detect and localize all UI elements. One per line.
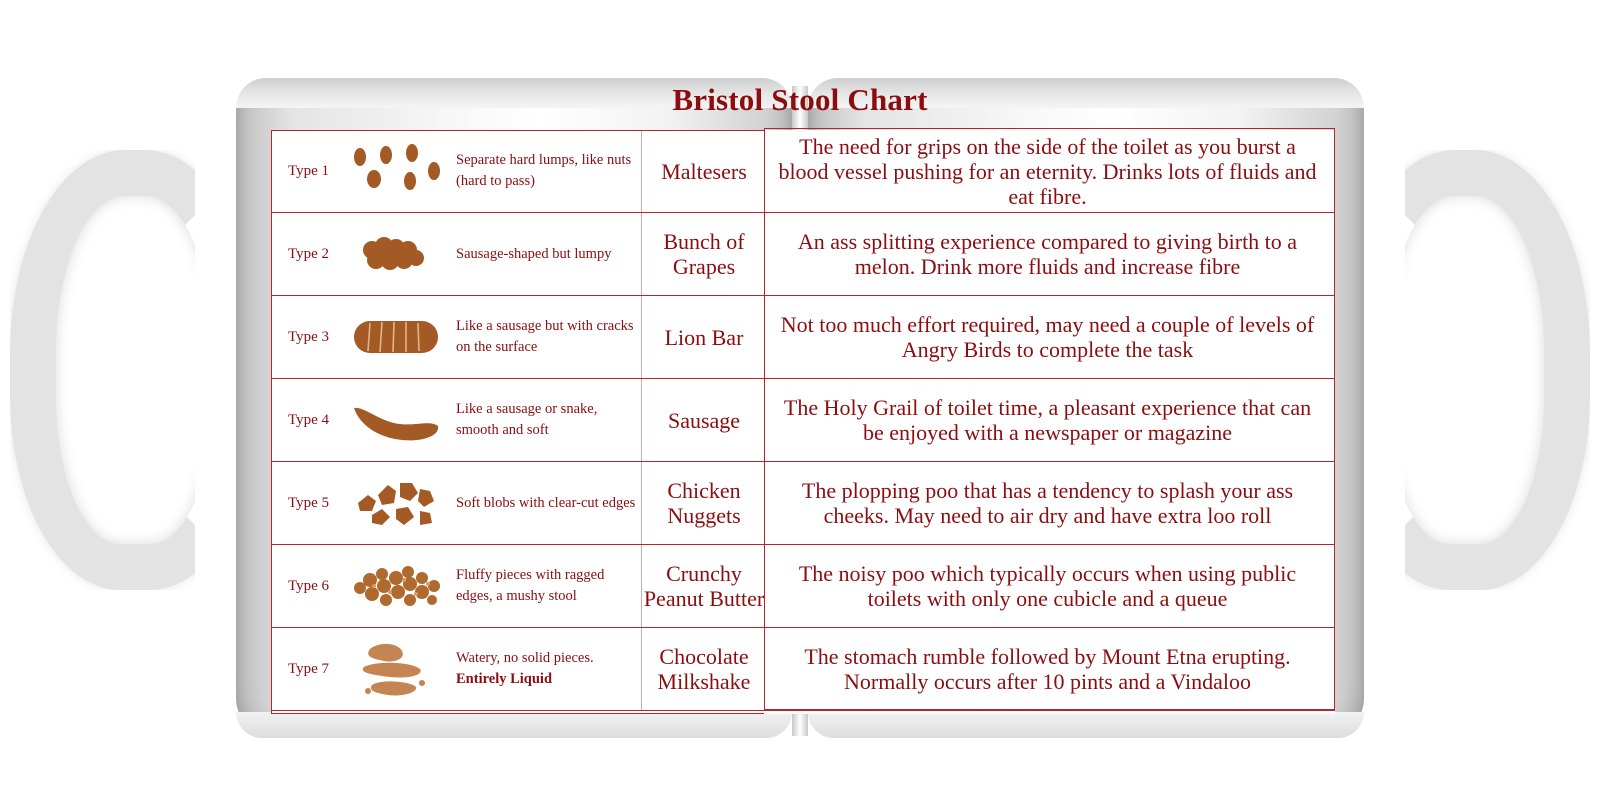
table-row bbox=[271, 545, 1335, 628]
soft-blobs-icon bbox=[346, 462, 446, 544]
type-nickname: Bunch of Grapes bbox=[641, 213, 766, 295]
table-row bbox=[271, 130, 1335, 213]
table-row bbox=[271, 296, 1335, 379]
type-description: Separate hard lumps, like nuts (hard to pass) bbox=[456, 152, 632, 189]
cracked-sausage-icon bbox=[346, 296, 446, 378]
type-nickname: Chicken Nuggets bbox=[641, 462, 766, 544]
desc-text: Watery, no solid pieces. bbox=[456, 650, 594, 666]
type-label: Type 5 bbox=[288, 494, 330, 511]
mug-base bbox=[808, 712, 1364, 738]
type-label: Type 1 bbox=[288, 162, 330, 179]
stool-chart-table bbox=[271, 130, 1335, 714]
type-description: Fluffy pieces with ragged edges, a mushy stool bbox=[456, 567, 605, 604]
type-description bbox=[456, 628, 641, 710]
type-note: The need for grips on the side of the toilet as you burst a blood vessel pushing for an eternity. Drinks lots of fluids and eat fibre. bbox=[764, 130, 1330, 212]
type-description: Sausage-shaped but lumpy bbox=[456, 245, 612, 262]
smooth-sausage-icon bbox=[346, 379, 446, 461]
lumpy-sausage-icon bbox=[346, 213, 446, 295]
chart-title: Bristol Stool Chart bbox=[672, 82, 928, 117]
type-label: Type 7 bbox=[288, 660, 330, 677]
mug-base bbox=[236, 712, 792, 738]
mug-handle-left bbox=[10, 150, 260, 590]
type-label: Type 3 bbox=[288, 328, 330, 345]
type-note: The Holy Grail of toilet time, a pleasant experience that can be enjoyed with a newspaper or magazine bbox=[764, 379, 1330, 461]
type-note: An ass splitting experience compared to giving birth to a melon. Drink more fluids and increase fibre bbox=[764, 213, 1330, 295]
type-label: Type 6 bbox=[288, 577, 330, 594]
type-note: The noisy poo which typically occurs when using public toilets with only one cubicle and a queue bbox=[764, 545, 1330, 627]
type-description: Like a sausage but with cracks on the surface bbox=[456, 318, 634, 355]
table-row bbox=[271, 379, 1335, 462]
type-note: Not too much effort required, may need a couple of levels of Angry Birds to complete the task bbox=[764, 296, 1330, 378]
watery-icon bbox=[346, 628, 446, 710]
type-nickname: Sausage bbox=[641, 379, 766, 461]
type-nickname: Lion Bar bbox=[641, 296, 766, 378]
type-nickname: Crunchy Peanut Butter bbox=[641, 545, 766, 627]
type-description: Like a sausage or snake, smooth and soft bbox=[456, 401, 598, 438]
type-note: The stomach rumble followed by Mount Etna erupting. Normally occurs after 10 pints and a Vindaloo bbox=[764, 628, 1330, 710]
type-label: Type 4 bbox=[288, 411, 330, 428]
type-nickname: Maltesers bbox=[641, 130, 766, 212]
desc-bold-text: Entirely Liquid bbox=[456, 671, 553, 687]
fluffy-pieces-icon bbox=[346, 545, 446, 627]
type-note: The plopping poo that has a tendency to splash your ass cheeks. May need to air dry and have extra loo roll bbox=[764, 462, 1330, 544]
type-label: Type 2 bbox=[288, 245, 330, 262]
table-row bbox=[271, 213, 1335, 296]
type-description: Soft blobs with clear-cut edges bbox=[456, 494, 636, 511]
table-row bbox=[271, 462, 1335, 545]
type-nickname: Chocolate Milkshake bbox=[641, 628, 766, 710]
separate-lumps-icon bbox=[346, 130, 446, 212]
mug-handle-right bbox=[1340, 150, 1590, 590]
table-row bbox=[271, 628, 1335, 711]
